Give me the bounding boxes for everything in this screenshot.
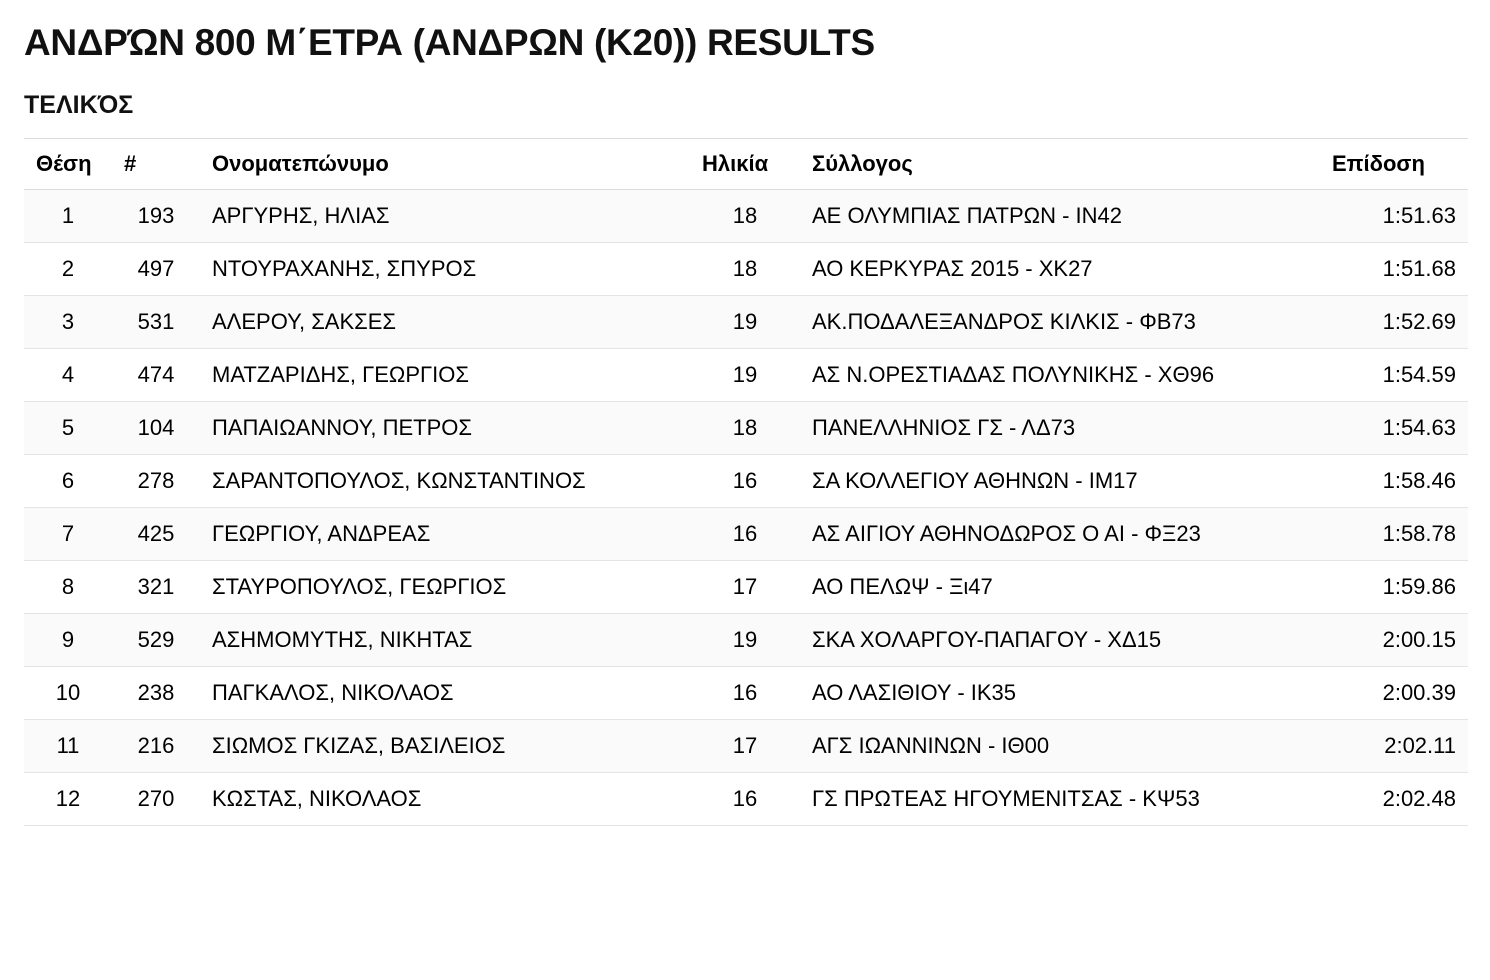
cell-position: 11 [24, 719, 112, 772]
table-header [24, 138, 1468, 189]
cell-performance: 1:58.46 [1320, 454, 1468, 507]
cell-bib: 529 [112, 613, 200, 666]
cell-position: 5 [24, 401, 112, 454]
table-body [24, 189, 1468, 825]
table-row [24, 613, 1468, 666]
cell-club: ΑΣ ΑΙΓΙΟΥ ΑΘΗΝΟΔΩΡΟΣ Ο ΑΙ - ΦΞ23 [800, 507, 1320, 560]
cell-age: 18 [690, 242, 800, 295]
cell-club: ΑΓΣ ΙΩΑΝΝΙΝΩΝ - ΙΘ00 [800, 719, 1320, 772]
table-row [24, 189, 1468, 242]
cell-bib: 497 [112, 242, 200, 295]
table-row [24, 507, 1468, 560]
cell-club: ΓΣ ΠΡΩΤΕΑΣ ΗΓΟΥΜΕΝΙΤΣΑΣ - ΚΨ53 [800, 772, 1320, 825]
cell-age: 17 [690, 719, 800, 772]
cell-age: 16 [690, 454, 800, 507]
cell-performance: 1:54.63 [1320, 401, 1468, 454]
cell-bib: 321 [112, 560, 200, 613]
cell-bib: 474 [112, 348, 200, 401]
table-row [24, 242, 1468, 295]
cell-age: 18 [690, 189, 800, 242]
cell-performance: 1:52.69 [1320, 295, 1468, 348]
cell-position: 7 [24, 507, 112, 560]
page-title: ΑΝΔΡΏΝ 800 Μ΄ΕΤΡΑ (ΑΝΔΡΩΝ (Κ20)) RESULTS [24, 22, 875, 63]
table-row [24, 348, 1468, 401]
cell-name: ΑΡΓΥΡΗΣ, ΗΛΙΑΣ [200, 189, 690, 242]
cell-name: ΣΤΑΥΡΟΠΟΥΛΟΣ, ΓΕΩΡΓΙΟΣ [200, 560, 690, 613]
cell-performance: 1:51.63 [1320, 189, 1468, 242]
cell-position: 6 [24, 454, 112, 507]
table-row [24, 454, 1468, 507]
cell-age: 18 [690, 401, 800, 454]
cell-age: 16 [690, 772, 800, 825]
cell-performance: 1:54.59 [1320, 348, 1468, 401]
cell-age: 17 [690, 560, 800, 613]
column-header-performance: Επίδοση [1320, 138, 1468, 189]
table-row [24, 719, 1468, 772]
cell-performance: 2:00.39 [1320, 666, 1468, 719]
cell-bib: 104 [112, 401, 200, 454]
cell-age: 19 [690, 295, 800, 348]
cell-club: ΣΑ ΚΟΛΛΕΓΙΟΥ ΑΘΗΝΩΝ - ΙΜ17 [800, 454, 1320, 507]
cell-name: ΝΤΟΥΡΑΧΑΝΗΣ, ΣΠΥΡΟΣ [200, 242, 690, 295]
column-header-name: Ονοματεπώνυμο [200, 138, 690, 189]
cell-club: ΠΑΝΕΛΛΗΝΙΟΣ ΓΣ - ΛΔ73 [800, 401, 1320, 454]
cell-bib: 216 [112, 719, 200, 772]
cell-club: ΑΚ.ΠΟΔΑΛΕΞΑΝΔΡΟΣ ΚΙΛΚΙΣ - ΦΒ73 [800, 295, 1320, 348]
cell-club: ΑΟ ΠΕΛΩΨ - Ξι47 [800, 560, 1320, 613]
cell-age: 19 [690, 613, 800, 666]
cell-age: 16 [690, 666, 800, 719]
cell-name: ΠΑΠΑΙΩΑΝΝΟΥ, ΠΕΤΡΟΣ [200, 401, 690, 454]
table-row [24, 560, 1468, 613]
cell-club: ΑΣ Ν.ΟΡΕΣΤΙΑΔΑΣ ΠΟΛΥΝΙΚΗΣ - ΧΘ96 [800, 348, 1320, 401]
cell-position: 9 [24, 613, 112, 666]
table-header-row [24, 138, 1468, 189]
cell-position: 12 [24, 772, 112, 825]
cell-bib: 238 [112, 666, 200, 719]
cell-position: 10 [24, 666, 112, 719]
cell-bib: 278 [112, 454, 200, 507]
cell-name: ΠΑΓΚΑΛΟΣ, ΝΙΚΟΛΑΟΣ [200, 666, 690, 719]
cell-position: 3 [24, 295, 112, 348]
round-title: ΤΕΛΙΚΌΣ [24, 90, 134, 119]
cell-club: ΣΚΑ ΧΟΛΑΡΓΟΥ-ΠΑΠΑΓΟΥ - ΧΔ15 [800, 613, 1320, 666]
results-table [24, 138, 1468, 826]
cell-bib: 531 [112, 295, 200, 348]
cell-name: ΚΩΣΤΑΣ, ΝΙΚΟΛΑΟΣ [200, 772, 690, 825]
cell-performance: 2:02.11 [1320, 719, 1468, 772]
table-row [24, 666, 1468, 719]
column-header-position: Θέση [24, 138, 112, 189]
cell-name: ΣΑΡΑΝΤΟΠΟΥΛΟΣ, ΚΩΝΣΤΑΝΤΙΝΟΣ [200, 454, 690, 507]
cell-club: ΑΟ ΛΑΣΙΘΙΟΥ - ΙΚ35 [800, 666, 1320, 719]
table-row [24, 772, 1468, 825]
cell-name: ΑΛΕΡΟΥ, ΣΑΚΣΕΣ [200, 295, 690, 348]
cell-name: ΜΑΤΖΑΡΙΔΗΣ, ΓΕΩΡΓΙΟΣ [200, 348, 690, 401]
column-header-bib: # [112, 138, 200, 189]
cell-age: 19 [690, 348, 800, 401]
cell-club: ΑΕ ΟΛΥΜΠΙΑΣ ΠΑΤΡΩΝ - ΙΝ42 [800, 189, 1320, 242]
cell-name: ΓΕΩΡΓΙΟΥ, ΑΝΔΡΕΑΣ [200, 507, 690, 560]
cell-club: ΑΟ ΚΕΡΚΥΡΑΣ 2015 - ΧΚ27 [800, 242, 1320, 295]
column-header-club: Σύλλογος [800, 138, 1320, 189]
cell-position: 1 [24, 189, 112, 242]
table-row [24, 295, 1468, 348]
cell-performance: 1:59.86 [1320, 560, 1468, 613]
cell-position: 2 [24, 242, 112, 295]
cell-position: 4 [24, 348, 112, 401]
cell-position: 8 [24, 560, 112, 613]
table-row [24, 401, 1468, 454]
cell-bib: 193 [112, 189, 200, 242]
cell-performance: 1:58.78 [1320, 507, 1468, 560]
cell-name: ΣΙΩΜΟΣ ΓΚΙΖΑΣ, ΒΑΣΙΛΕΙΟΣ [200, 719, 690, 772]
cell-bib: 425 [112, 507, 200, 560]
cell-name: ΑΣΗΜΟΜΥΤΗΣ, ΝΙΚΗΤΑΣ [200, 613, 690, 666]
cell-performance: 1:51.68 [1320, 242, 1468, 295]
cell-age: 16 [690, 507, 800, 560]
column-header-age: Ηλικία [690, 138, 800, 189]
cell-performance: 2:02.48 [1320, 772, 1468, 825]
cell-performance: 2:00.15 [1320, 613, 1468, 666]
cell-bib: 270 [112, 772, 200, 825]
